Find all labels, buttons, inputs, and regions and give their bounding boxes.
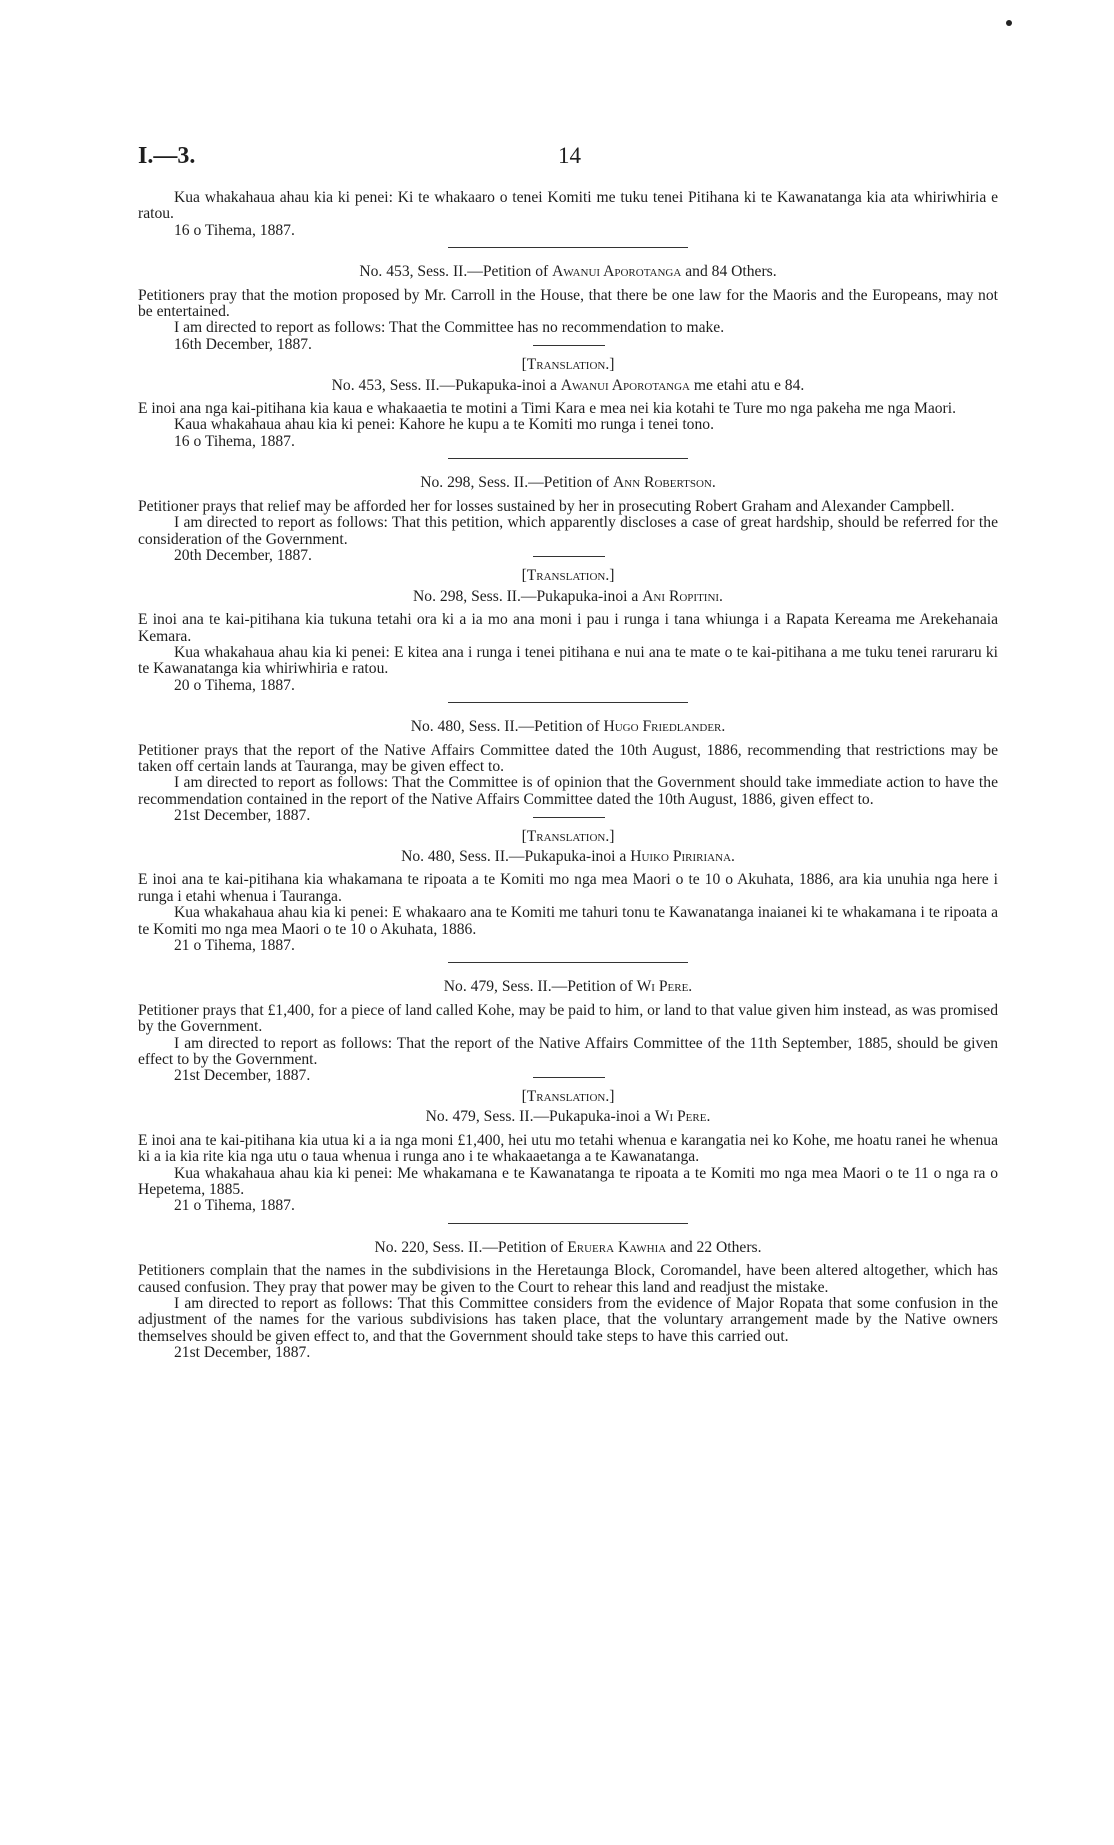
petition-report: I am directed to report as follows: That this petition, which apparently discloses a case of great hardship, should be referred for the consideration of the Government. [138, 514, 998, 548]
short-divider [533, 345, 605, 346]
translation-title: No. 479, Sess. II.—Pukapuka-inoi a Wi Pere. [425, 1108, 711, 1126]
section-divider [448, 1223, 688, 1224]
petitioner-name: Huiko Piririana. [630, 848, 735, 865]
petition-date: 21st December, 1887. [174, 1344, 311, 1362]
petition-date: 21st December, 1887. [174, 807, 311, 825]
petition-body: Petitioners complain that the names in the subdivisions in the Heretaunga Block, Coromandel, have been altered altogether, which has caused confusion. They pray that power may be given to the Court to rehear this land and readjust the mistake. [138, 1262, 998, 1296]
petitioner-name: Hugo Friedlander. [603, 718, 726, 736]
petitioner-name: Awanui Aporotanga [560, 376, 690, 394]
short-divider [533, 556, 605, 557]
ink-dot [1006, 20, 1012, 26]
petition-title: No. 220, Sess. II.—Petition of Eruera Kawhia and 22 Others. [374, 1238, 762, 1256]
document-body [138, 190, 998, 1362]
translation-date: 20 o Tihema, 1887. [174, 676, 295, 694]
page-header [138, 143, 998, 173]
translation-report: Kaua whakahaua ahau kia ki penei: Kahore he kupu a te Komiti mo runga i tenei tono. [174, 416, 714, 434]
petition-title: No. 480, Sess. II.—Petition of Hugo Friedlander. [410, 718, 726, 736]
petition-date: 16th December, 1887. [174, 335, 312, 353]
petition-report: I am directed to report as follows: That the Committee is of opinion that the Government should take immediate action to have the recommendation contained in the report of the Native Affairs Committee dated the 10th August, 1886, given effect to. [138, 774, 998, 808]
petition-report: I am directed to report as follows: That this Committee considers from the evidence of Major Ropata that some confusion in the adjustment of the names for the various subdivisions has taken place, that the voluntary arrangement made by the Native owners themselves should be given effect to, and that the Government should take steps to have this carried out. [138, 1294, 998, 1345]
page-number: 14 [558, 143, 581, 168]
translation-label: [Translation.] [521, 356, 615, 374]
translation-report: Kua whakahaua ahau kia ki penei: E kitea ana i runga i tenei pitihana e nui ana te mate o te kai-pitihana a me tuku tenei raruraru ki te Kawanatanga kia whiriwhiria e ratou. [138, 643, 998, 678]
petition-body: Petitioners pray that the motion proposed by Mr. Carroll in the House, that there be one law for the Maoris and the Europeans, may not be entertained. [138, 286, 998, 321]
petition-date: 20th December, 1887. [174, 546, 312, 564]
petitioner-name: Ani Ropitini. [642, 587, 723, 605]
translation-date: 16 o Tihema, 1887. [174, 432, 295, 450]
petition-title: No. 479, Sess. II.—Petition of Wi Pere. [443, 978, 693, 996]
translation-body: E inoi ana te kai-pitihana kia whakamana te ripoata a te Komiti mo nga mea Maori o te 10 o Akuhata, 1886, ara kia unuhia nga here i runga i etahi whenua i Tauranga. [138, 871, 998, 905]
translation-body: E inoi ana nga kai-pitihana kia kaua e whakaaetia te motini a Timi Kara e mea nei kia kotahi te Ture mo nga pakeha me nga Maori. [138, 400, 956, 418]
petitioner-name: Ann Robertson. [613, 474, 716, 492]
translation-title: No. 480, Sess. II.—Pukapuka-inoi a Huiko Piririana. [401, 848, 735, 865]
translation-title: No. 298, Sess. II.—Pukapuka-inoi a Ani Ropitini. [413, 587, 723, 605]
section-divider [448, 458, 688, 459]
petitioner-name: Awanui Aporotanga [552, 263, 682, 281]
petitioner-name: Wi Pere. [636, 978, 693, 996]
intro-paragraph: Kua whakahaua ahau kia ki penei: Ki te whakaaro o tenei Komiti me tuku tenei Pitihana ki te Kawanatanga kia ata whiriwhiria e ratou. [138, 189, 998, 223]
section-divider [448, 247, 688, 248]
petition-body: Petitioner prays that relief may be afforded her for losses sustained by her in prosecuting Robert Graham and Alexander Campbell. [138, 497, 955, 515]
translation-label: [Translation.] [521, 827, 615, 845]
petition-date: 21st December, 1887. [174, 1067, 311, 1085]
petition-report: I am directed to report as follows: That the Committee has no recommendation to make. [174, 319, 725, 337]
translation-report: Kua whakahaua ahau kia ki penei: Me whakamana e te Kawanatanga te ripoata a te Komiti mo nga mea Maori o te 11 o nga ra o Hepetema, 1885. [138, 1164, 998, 1198]
translation-date: 21 o Tihema, 1887. [174, 1197, 295, 1215]
petition-title: No. 453, Sess. II.—Petition of Awanui Aporotanga and 84 Others. [359, 263, 777, 281]
translation-label: [Translation.] [521, 567, 615, 585]
translation-title: No. 453, Sess. II.—Pukapuka-inoi a Awanui Aporotanga me etahi atu e 84. [331, 376, 805, 394]
document-reference: I.—3. [138, 143, 196, 169]
petition-title: No. 298, Sess. II.—Petition of Ann Robertson. [420, 474, 716, 492]
petitioner-name: Eruera Kawhia [567, 1238, 667, 1256]
petitioner-name: Wi Pere. [654, 1108, 711, 1126]
petition-body: Petitioner prays that £1,400, for a piece of land called Kohe, may be paid to him, or land to that value given him instead, as was promised by the Government. [138, 1001, 998, 1036]
petition-report: I am directed to report as follows: That the report of the Native Affairs Committee of the 11th September, 1885, should be given effect to by the Government. [138, 1034, 998, 1069]
translation-report: Kua whakahaua ahau kia ki penei: E whakaaro ana te Komiti me tahuri tonu te Kawanatanga inaianei ki te whakamana i te ripoata a te Komiti mo nga mea Maori o te 10 o Akuhata, 1886. [138, 904, 998, 938]
translation-label: [Translation.] [521, 1087, 615, 1105]
short-divider [533, 1077, 605, 1078]
section-divider [448, 702, 688, 703]
translation-body: E inoi ana te kai-pitihana kia utua ki a ia nga moni £1,400, hei utu mo tetahi whenua e karangatia nei ko Kohe, me hoatu ranei he whenua ki a ia kia rite kia nga utu o taua whenua i runga ano i te whakaaetanga a te Kawanatanga. [138, 1131, 998, 1166]
intro-date: 16 o Tihema, 1887. [174, 221, 295, 239]
translation-date: 21 o Tihema, 1887. [174, 937, 295, 955]
translation-body: E inoi ana te kai-pitihana kia tukuna tetahi ora ki a ia mo ana moni i pau i runga i tana whiunga i a Rapata Kereama me Arekehanaia Kemara. [138, 611, 998, 645]
petition-body: Petitioner prays that the report of the Native Affairs Committee dated the 10th August, 1886, recommending that restrictions may be taken off certain lands at Tauranga, may be given effect to. [138, 741, 998, 775]
short-divider [533, 817, 605, 818]
section-divider [448, 962, 688, 963]
